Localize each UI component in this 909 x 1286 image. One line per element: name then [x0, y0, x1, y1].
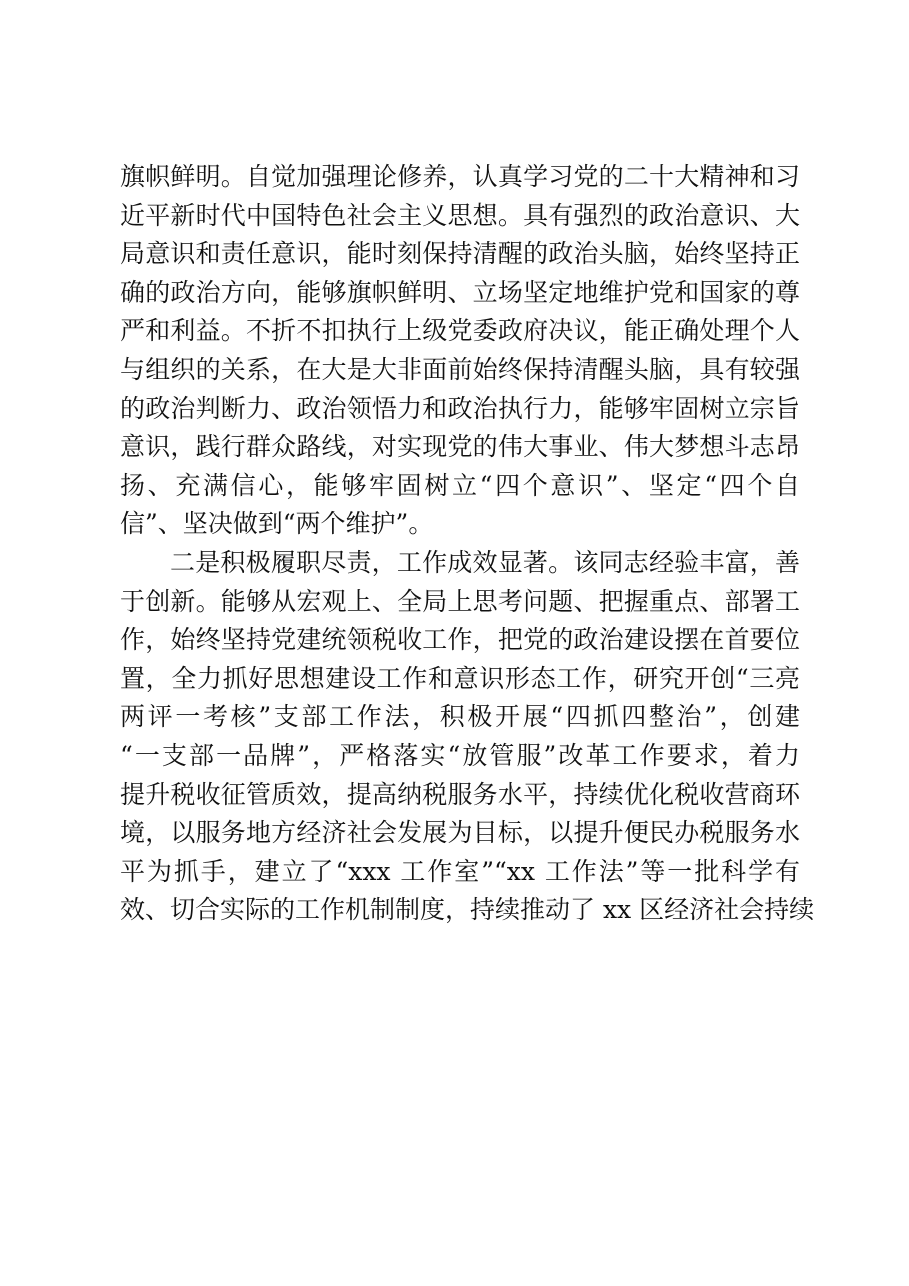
paragraph-line: 效、切合实际的工作机制制度，持续推动了 xx 区经济社会持续 [120, 895, 815, 925]
paragraph-line: 局意识和责任意识，能时刻保持清醒的政治头脑，始终坚持正 [120, 239, 800, 269]
paragraph-line: “一支部一品牌”，严格落实“放管服”改革工作要求，着力 [120, 740, 800, 770]
paragraph-line: 确的政治方向，能够旗帜鲜明、立场坚定地维护党和国家的尊 [120, 277, 800, 307]
paragraph-line: 二是积极履职尽责，工作成效显著。该同志经验丰富，善 [170, 547, 800, 577]
paragraph-line: 旗帜鲜明。自觉加强理论修养，认真学习党的二十大精神和习 [120, 162, 800, 191]
paragraph-line: 于创新。能够从宏观上、全局上思考问题、把握重点、部署工 [120, 586, 800, 616]
paragraph-line: 近平新时代中国特色社会主义思想。具有强烈的政治意识、大 [120, 200, 800, 230]
paragraph-line: 信”、坚决做到“两个维护”。 [120, 509, 434, 539]
paragraph-line: 两评一考核”支部工作法，积极开展“四抓四整治”，创建 [120, 702, 800, 732]
paragraph-work-performance [120, 544, 815, 930]
paragraph-line: 的政治判断力、政治领悟力和政治执行力，能够牢固树立宗旨 [120, 393, 800, 423]
paragraph-line: 平为抓手，建立了“xxx 工作室”“xx 工作法”等一批科学有 [120, 856, 800, 886]
paragraph-line: 置，全力抓好思想建设工作和意识形态工作，研究开创“三亮 [120, 663, 800, 693]
paragraph-line: 境，以服务地方经济社会发展为目标，以提升便民办税服务水 [120, 818, 800, 848]
paragraph-line: 与组织的关系，在大是大非面前始终保持清醒头脑，具有较强 [120, 354, 800, 384]
paragraph-political-stance [120, 158, 800, 544]
paragraph-line: 提升税收征管质效，提高纳税服务水平，持续优化税收营商环 [120, 779, 800, 809]
paragraph-line: 作，始终坚持党建统领税收工作，把党的政治建设摆在首要位 [120, 625, 800, 655]
paragraph-line: 严和利益。不折不扣执行上级党委政府决议，能正确处理个人 [120, 316, 800, 346]
paragraph-line: 扬、充满信心，能够牢固树立“四个意识”、坚定“四个自 [120, 470, 800, 500]
paragraph-line: 意识，践行群众路线，对实现党的伟大事业、伟大梦想斗志昂 [120, 432, 800, 462]
document-body [120, 158, 815, 930]
